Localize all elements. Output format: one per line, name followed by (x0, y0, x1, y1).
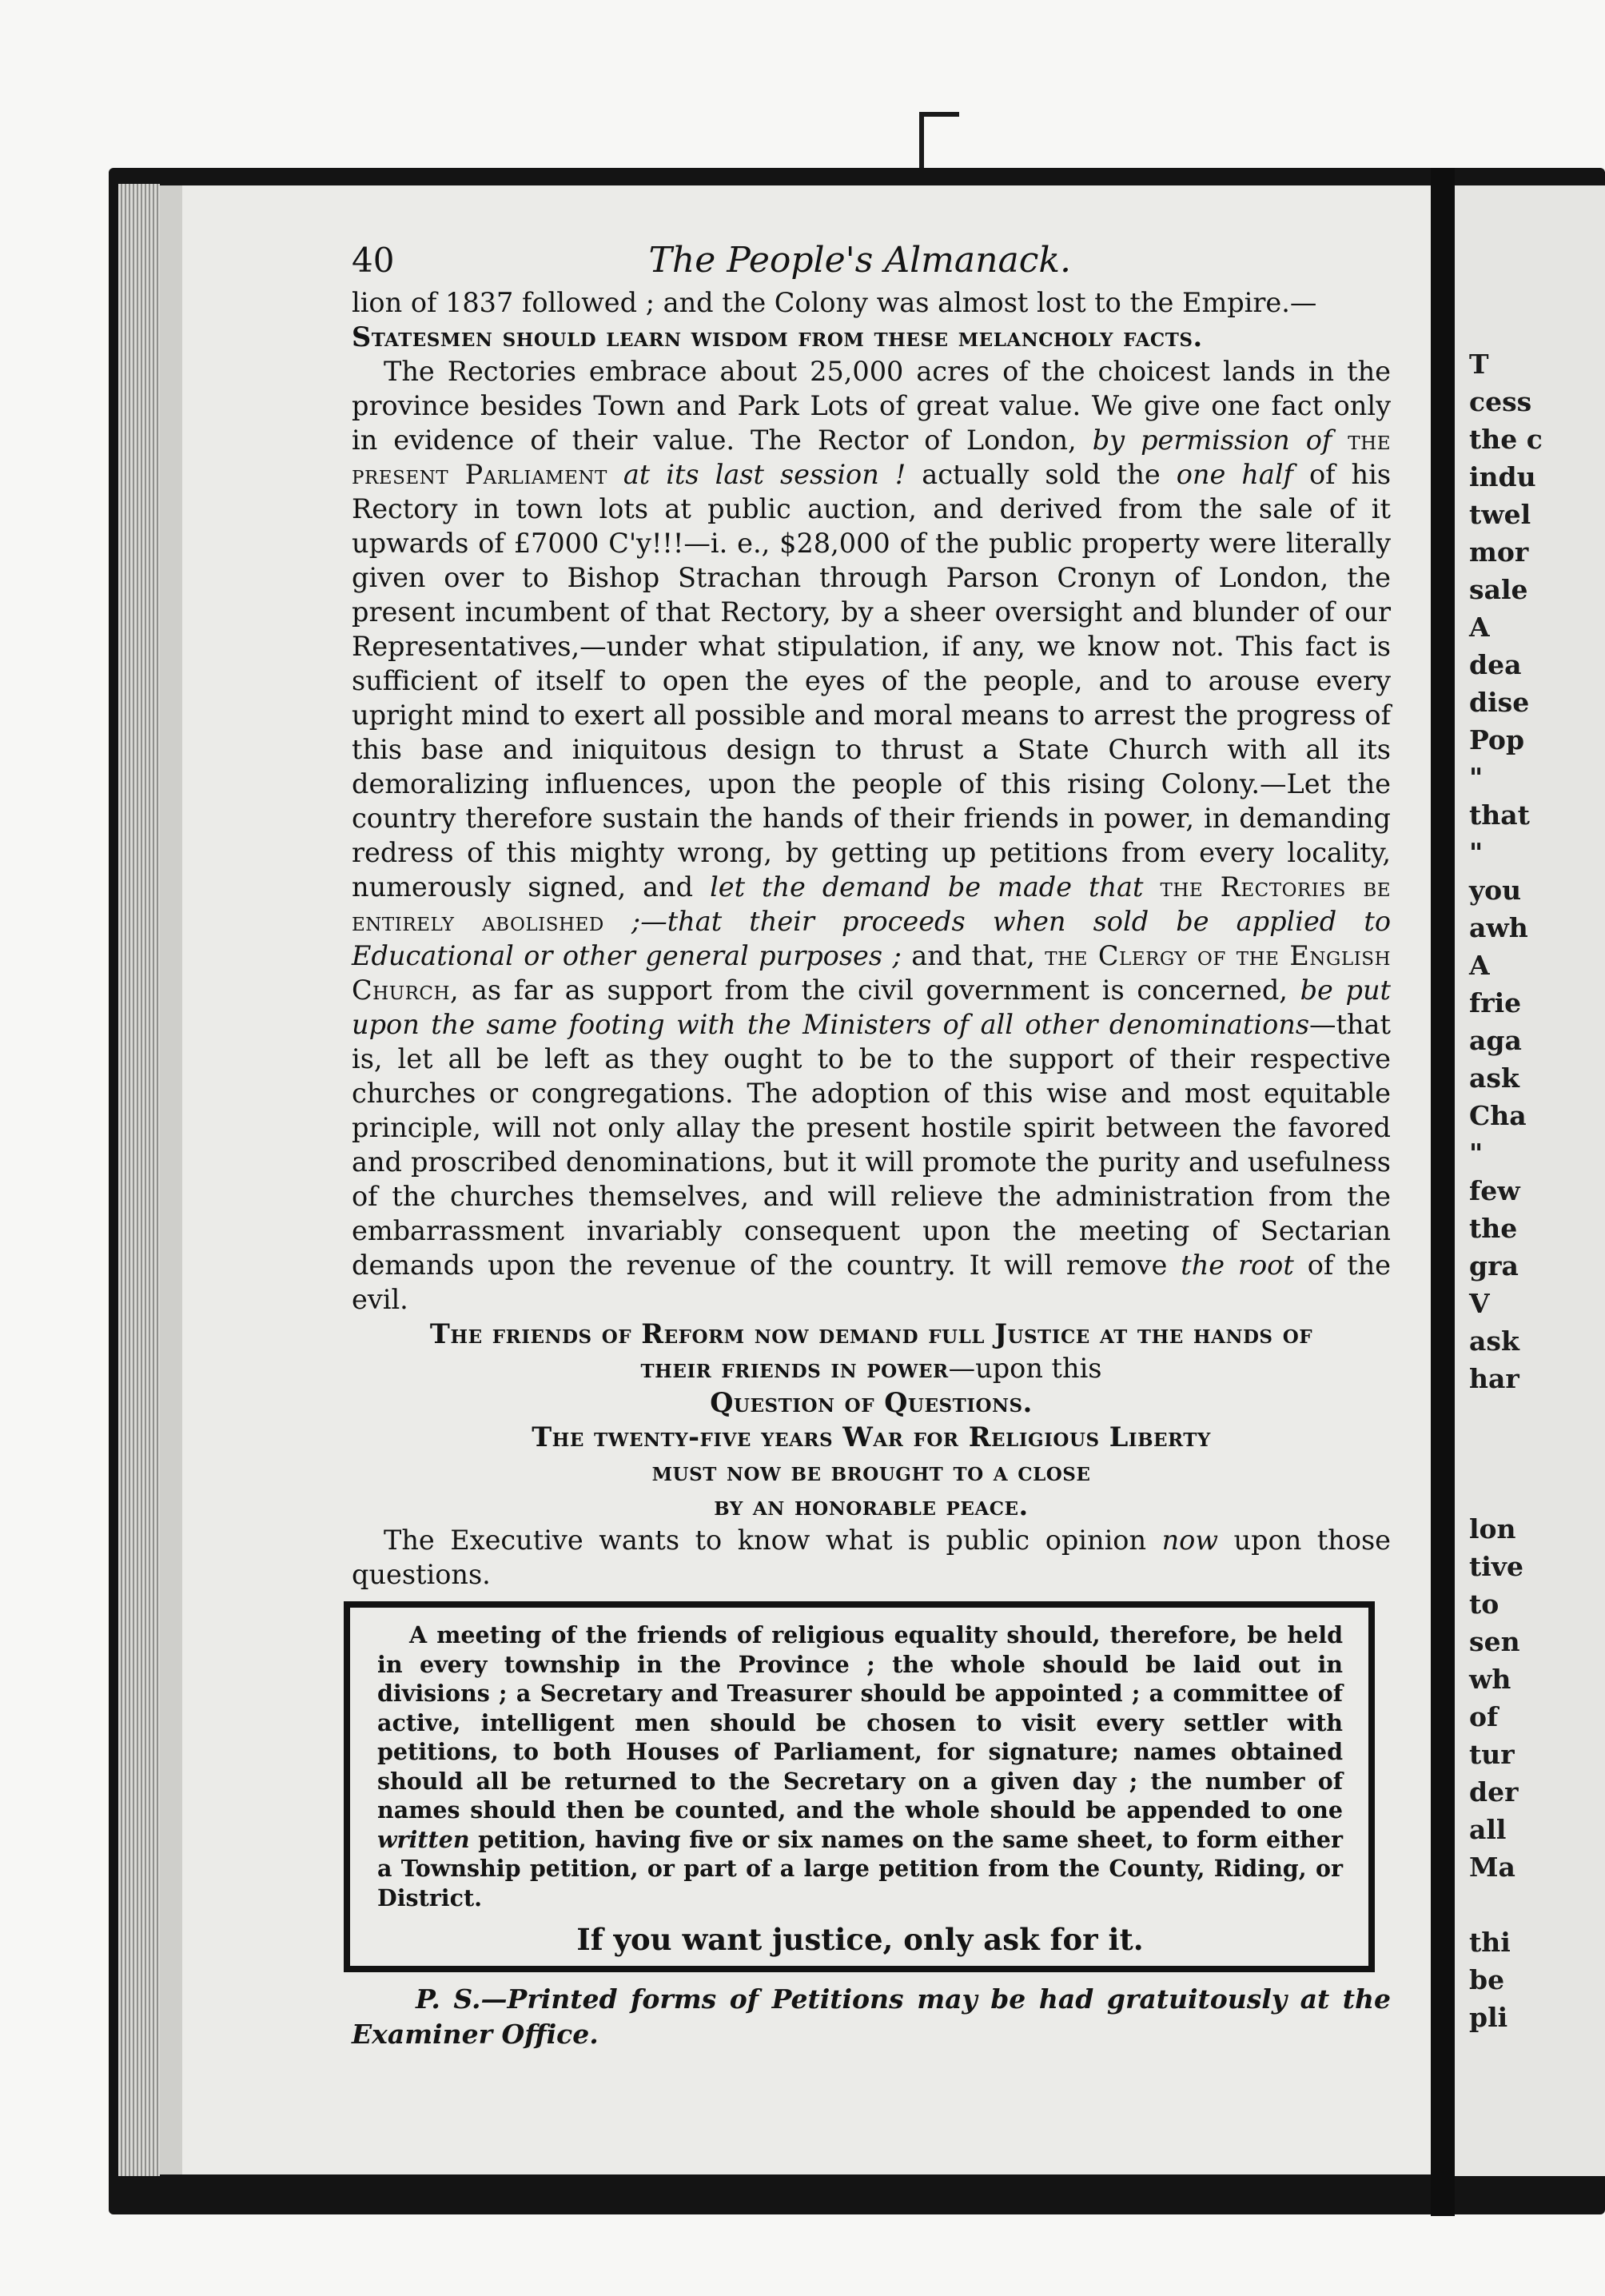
p2-text-q: of the evil. (352, 1250, 1391, 1315)
right-page (1455, 185, 1605, 2176)
centered-line-2-caps: their friends in power (640, 1353, 949, 1384)
p2-text-k: and that, (911, 940, 1035, 971)
centered-line-3: Question of Questions. (710, 1387, 1033, 1418)
boxed-notice (344, 1601, 1375, 1972)
p2-italic-j: ;—that their proceeds when sold be applied to Educational or other general purposes ; (352, 906, 1391, 971)
centered-line-1: The friends of Reform now demand full Justice at the hands of (429, 1318, 1313, 1349)
p3-italic-b: now (1161, 1525, 1218, 1556)
p2-text-a: The Rectories embrace about 25,000 acres of the choicest lands in the province besides Town and Park Lots of great value. We give one fact only in evidence of their value. The Rector of London, (352, 356, 1391, 456)
centered-line-2-text: —upon this (948, 1353, 1102, 1384)
notice-motto: If you want justice, only ask for it. (576, 1922, 1144, 1957)
centered-line-6: by an honorable peace. (714, 1490, 1029, 1521)
notice-text (377, 1620, 1343, 1912)
p2-italic-n: be put upon the same footing with the Ministers of all other denominations (352, 975, 1392, 1040)
notice-text-c: petition, having five or six names on the same sheet, to form either a Township petition, or part of a large petition from the County, Riding, or District. (377, 1825, 1343, 1911)
postscript: P. S.—Printed forms of Petitions may be had gratuitously at the Examiner Office. (352, 1983, 1391, 2050)
p2-italic-d: at its last session ! (623, 459, 906, 490)
notice-italic-b: written (377, 1825, 470, 1853)
p2-text-e: actually sold the (922, 459, 1161, 490)
p2-italic-f: one half (1176, 459, 1293, 490)
page-content (352, 240, 1407, 2052)
p3-text-a: The Executive wants to know what is public opinion (384, 1525, 1147, 1556)
p1-text: lion of 1837 followed ; and the Colony was almost lost to the Empire.— (352, 287, 1317, 318)
p2-text-m: as far as support from the civil government is concerned, (471, 975, 1288, 1006)
p3-text-c: upon those questions. (352, 1525, 1392, 1590)
paragraph-1 (352, 285, 1391, 354)
paragraph-3 (352, 1523, 1391, 1592)
p2-caps-c: the present Parliament (352, 425, 1391, 490)
page-edges (118, 184, 160, 2176)
centered-line-4: The twenty-five years War for Religious Liberty (532, 1421, 1211, 1453)
p2-text-o: —that is, let all be left as they ought to be to the support of their respective churches or congregations. The adoption of this wise and most equitable principle, will not only allay the present hostile spirit between the favored and proscribed denominations, but it will promote the purity and usefulness of the churches themselves, and will relieve the administration from the embarrassment invariably consequent upon the meeting of Sectarian demands upon the revenue of the country. It will remove (352, 1009, 1391, 1281)
right-page-fragments: T cess the c indu twel mor sale A dea dise Pop " that " you awh A frie aga ask Cha " few the gra V ask har lon tive to sen wh of tur der all Ma thi be pli (1469, 349, 1543, 2033)
p1-caps: Statesmen should learn wisdom from these melancholy facts. (352, 321, 1203, 353)
article-body (352, 285, 1391, 1592)
notice-text-a: A meeting of the friends of religious equality should, therefore, be held in every township in the Province ; the whole should be laid out in divisions ; a Secretary and Treasurer should be appointed ; a committee of active, intelligent men should be chosen to visit every settler with petitions, to both Houses of Parliament, for signature; names obtained should all be returned to the Secretary on a given day ; the number of names should then be counted, and the whole should be appended to one (377, 1621, 1343, 1824)
p2-caps-i: the Rectories be entirely abolished (352, 871, 1392, 937)
page-header (352, 240, 1071, 281)
paragraph-2 (352, 354, 1391, 1317)
p2-text-g: of his Rectory in town lots at public auction, and derived from the sale of it upwards of £7000 C'y!!!—i. e., $28,000 of the public property were literally given over to Bishop Strachan through Parson Cronyn of London, the present incumbent of that Rectory, by a sheer oversight and blunder of our Representatives,—under what stipulation, if any, we know not. This fact is sufficient of itself to open the eyes of the people, and to arouse every upright mind to exert all possible and moral means to arrest the progress of this base and iniquitous design to thrust a State Church with all its demoralizing influences, upon the people of this rising Colony.—Let the country therefore sustain the hands of their friends in power, in demanding redress of this mighty wrong, by getting up petitions from every locality, numerously signed, and (352, 459, 1392, 903)
p2-caps-l: the Clergy of the English Church, (352, 940, 1392, 1006)
centered-line-5: must now be brought to a close (651, 1456, 1091, 1487)
page-number: 40 (352, 241, 395, 280)
p2-italic-h: let the demand be made that (710, 871, 1144, 903)
centered-line-2 (352, 1351, 1391, 1385)
book-gutter (1431, 168, 1455, 2216)
p2-italic-p: the root (1181, 1250, 1294, 1281)
running-title: The People's Almanack. (648, 240, 1071, 281)
p2-italic-b: by permission of (1092, 425, 1332, 456)
